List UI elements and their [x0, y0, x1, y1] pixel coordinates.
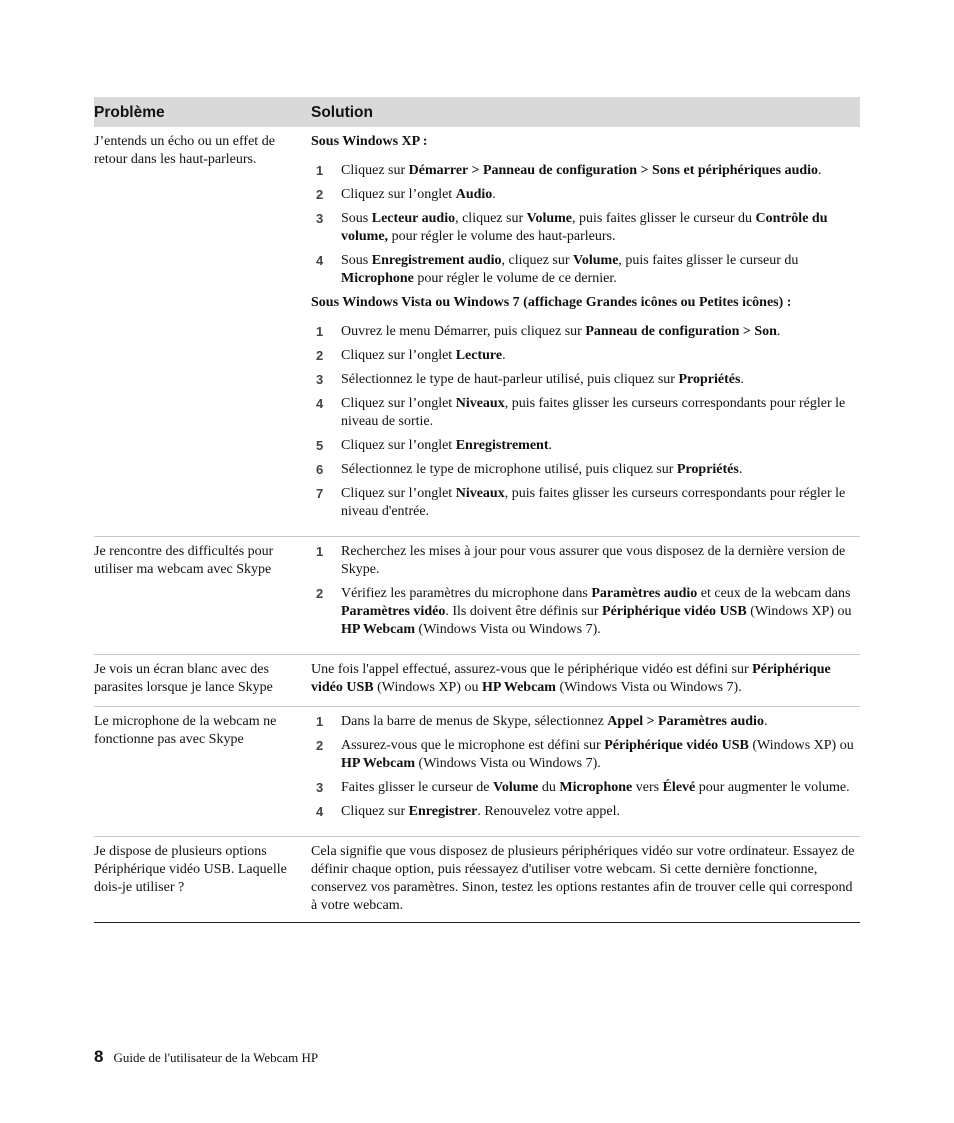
text-segment: Cliquez sur l’onglet — [341, 187, 456, 202]
solution-steps — [311, 543, 860, 639]
step-number: 4 — [316, 804, 324, 819]
text-segment: . Renouvelez votre appel. — [477, 804, 621, 819]
text-segment: . — [502, 348, 506, 363]
bold-term: Enregistrer — [408, 804, 478, 819]
bold-term: Périphérique vidéo USB — [602, 604, 747, 619]
bold-term: Paramètres audio — [591, 586, 698, 601]
text-segment: , puis faites glisser les curseurs correspondants pour régler le niveau de sortie. — [341, 396, 846, 429]
bold-term: Propriétés — [678, 372, 741, 387]
text-segment: . — [740, 372, 744, 387]
bold-term: HP Webcam — [341, 622, 416, 637]
troubleshooting-page — [94, 97, 860, 923]
step-item — [311, 803, 860, 821]
step-number: 7 — [316, 486, 324, 501]
step-text — [341, 461, 860, 479]
step-text — [341, 395, 860, 431]
step-text — [341, 162, 860, 180]
problem-cell: J’entends un écho ou un effet de retour dans les haut-parleurs. — [94, 127, 311, 537]
text-segment: Cliquez sur — [341, 804, 409, 819]
text-segment: , puis faites glisser les curseurs correspondants pour régler le niveau d'entrée. — [341, 486, 846, 519]
step-text — [341, 585, 860, 639]
solution-cell — [311, 655, 860, 707]
step-item — [311, 713, 860, 731]
table-row — [94, 837, 860, 923]
step-number: 4 — [316, 396, 324, 411]
table-row — [94, 537, 860, 655]
solution-paragraph — [311, 843, 860, 915]
text-segment: vers — [632, 780, 663, 795]
step-item — [311, 186, 860, 204]
table-row — [94, 127, 860, 537]
step-item — [311, 323, 860, 341]
text-segment: , puis faites glisser le curseur du — [618, 253, 799, 268]
bold-term: Démarrer > Panneau de configuration > Sons et périphériques audio — [408, 163, 819, 178]
text-segment: . Ils doivent être définis sur — [445, 604, 603, 619]
step-number: 3 — [316, 372, 324, 387]
text-segment: Sous — [341, 253, 372, 268]
bold-term: Audio — [455, 187, 493, 202]
text-segment: , cliquez sur — [455, 211, 527, 226]
step-text — [341, 371, 860, 389]
step-text — [341, 437, 860, 455]
bold-term: Volume — [493, 780, 539, 795]
step-number: 3 — [316, 211, 324, 226]
page-footer — [94, 1047, 318, 1067]
troubleshooting-table — [94, 97, 860, 923]
step-item — [311, 461, 860, 479]
bold-term: Microphone — [341, 271, 414, 286]
step-number: 2 — [316, 187, 324, 202]
text-segment: Cliquez sur l’onglet — [341, 486, 456, 501]
text-segment: pour régler le volume des haut-parleurs. — [388, 229, 616, 244]
bold-term: Élevé — [662, 780, 696, 795]
step-text — [341, 186, 860, 204]
text-segment: Cliquez sur l’onglet — [341, 396, 456, 411]
text-segment: . — [818, 163, 822, 178]
text-segment: Cliquez sur l’onglet — [341, 438, 456, 453]
text-segment: Cela signifie que vous disposez de plusieurs périphériques vidéo sur votre ordinateur. Essayez de définir chaque option, puis réessayez d'utiliser votre webcam. Si cette dernière fonctionne, conservez vos paramètres. Sinon, testez les options restantes afin de trouver celle qui correspond à votre webcam. — [311, 844, 855, 913]
xp-steps — [311, 162, 860, 288]
table-row — [94, 655, 860, 707]
text-segment: Assurez-vous que le microphone est défini sur — [341, 738, 605, 753]
text-segment: . — [738, 462, 743, 477]
text-segment: Sélectionnez le type de microphone utilisé, puis cliquez sur — [341, 462, 677, 477]
solution-cell — [311, 537, 860, 655]
step-text — [341, 347, 860, 365]
bold-term: Périphérique vidéo USB — [604, 738, 749, 753]
text-segment: Dans la barre de menus de Skype, sélectionnez — [341, 714, 608, 729]
problem-cell: Je dispose de plusieurs options Périphérique vidéo USB. Laquelle dois-je utiliser ? — [94, 837, 311, 923]
vista-steps — [311, 323, 860, 521]
step-number: 1 — [316, 714, 324, 729]
problem-cell: Je vois un écran blanc avec des parasites lorsque je lance Skype — [94, 655, 311, 707]
text-segment: Cliquez sur l’onglet — [341, 348, 456, 363]
step-text — [341, 737, 860, 773]
step-number: 1 — [316, 324, 324, 339]
bold-term: Volume — [573, 253, 619, 268]
text-segment: Une fois l'appel effectué, assurez-vous que le périphérique vidéo est défini sur — [311, 662, 753, 677]
step-item — [311, 395, 860, 431]
bold-term: Lecteur audio — [371, 211, 456, 226]
bold-term: Propriétés — [676, 462, 739, 477]
solution-steps — [311, 713, 860, 821]
step-number: 5 — [316, 438, 324, 453]
step-number: 3 — [316, 780, 324, 795]
text-segment: , puis faites glisser le curseur du — [572, 211, 756, 226]
step-text — [341, 713, 860, 731]
document-title: Guide de l'utilisateur de la Webcam HP — [113, 1050, 319, 1065]
step-item — [311, 162, 860, 180]
problem-cell: Le microphone de la webcam ne fonctionne pas avec Skype — [94, 707, 311, 837]
text-segment: (Windows Vista ou Windows 7). — [415, 756, 601, 771]
text-segment: pour augmenter le volume. — [695, 780, 850, 795]
step-item — [311, 347, 860, 365]
step-item — [311, 437, 860, 455]
step-number: 1 — [316, 544, 324, 559]
step-number: 4 — [316, 253, 324, 268]
text-segment: . — [548, 438, 553, 453]
step-text — [341, 803, 860, 821]
solution-cell — [311, 127, 860, 537]
step-text — [341, 323, 860, 341]
table-header-row — [94, 97, 860, 127]
bold-term: HP Webcam — [341, 756, 416, 771]
text-segment: Recherchez les mises à jour pour vous assurer que vous disposez de la dernière version de Skype. — [341, 544, 846, 577]
page-number: 8 — [94, 1047, 104, 1066]
text-segment: Vérifiez les paramètres du microphone dans — [341, 586, 592, 601]
problem-cell: Je rencontre des difficultés pour utiliser ma webcam avec Skype — [94, 537, 311, 655]
text-segment: (Windows Vista ou Windows 7). — [415, 622, 601, 637]
text-segment: . — [776, 324, 781, 339]
vista-heading: Sous Windows Vista ou Windows 7 (affichage Grandes icônes ou Petites icônes) : — [311, 295, 792, 310]
xp-heading: Sous Windows XP : — [311, 134, 428, 149]
bold-term: Niveaux — [455, 396, 505, 411]
text-segment: Faites glisser le curseur de — [341, 780, 494, 795]
bold-term: Contrôle du volume, — [341, 211, 828, 244]
step-text — [341, 252, 860, 288]
text-segment: Sélectionnez le type de haut-parleur utilisé, puis cliquez sur — [341, 372, 679, 387]
step-item — [311, 252, 860, 288]
text-segment: . — [763, 714, 768, 729]
bold-term: Enregistrement audio — [371, 253, 502, 268]
text-segment: (Windows Vista ou Windows 7). — [555, 680, 742, 695]
bold-term: Périphérique vidéo USB — [311, 662, 831, 695]
text-segment: . — [492, 187, 496, 202]
step-text — [341, 210, 860, 246]
step-number: 2 — [316, 348, 324, 363]
bold-term: Microphone — [559, 780, 633, 795]
step-item — [311, 585, 860, 639]
text-segment: (Windows XP) ou — [373, 680, 482, 695]
bold-term: Paramètres vidéo — [341, 604, 446, 619]
step-item — [311, 779, 860, 797]
text-segment: Ouvrez le menu Démarrer, puis cliquez sur — [341, 324, 586, 339]
step-item — [311, 485, 860, 521]
step-number: 2 — [316, 586, 324, 601]
solution-cell — [311, 707, 860, 837]
bold-term: Volume — [526, 211, 573, 226]
header-problem: Problème — [94, 97, 311, 127]
text-segment: (Windows XP) ou — [746, 604, 852, 619]
step-item — [311, 543, 860, 579]
step-item — [311, 737, 860, 773]
step-text — [341, 543, 860, 579]
step-text — [341, 779, 860, 797]
solution-paragraph — [311, 661, 860, 697]
step-item — [311, 210, 860, 246]
bold-term: Appel > Paramètres audio — [607, 714, 764, 729]
step-number: 2 — [316, 738, 324, 753]
bold-term: Panneau de configuration > Son — [585, 324, 777, 339]
header-solution: Solution — [311, 97, 860, 127]
text-segment: du — [538, 780, 560, 795]
text-segment: pour régler le volume de ce dernier. — [413, 271, 617, 286]
bold-term: HP Webcam — [481, 680, 556, 695]
text-segment: Cliquez sur — [341, 163, 409, 178]
text-segment: (Windows XP) ou — [748, 738, 854, 753]
text-segment: , cliquez sur — [501, 253, 574, 268]
step-item — [311, 371, 860, 389]
step-number: 1 — [316, 163, 324, 178]
table-row — [94, 707, 860, 837]
text-segment: et ceux de la webcam dans — [697, 586, 851, 601]
bold-term: Niveaux — [455, 486, 505, 501]
step-text — [341, 485, 860, 521]
solution-cell — [311, 837, 860, 923]
step-number: 6 — [316, 462, 324, 477]
text-segment: Sous — [341, 211, 372, 226]
bold-term: Lecture — [455, 348, 503, 363]
bold-term: Enregistrement — [455, 438, 549, 453]
